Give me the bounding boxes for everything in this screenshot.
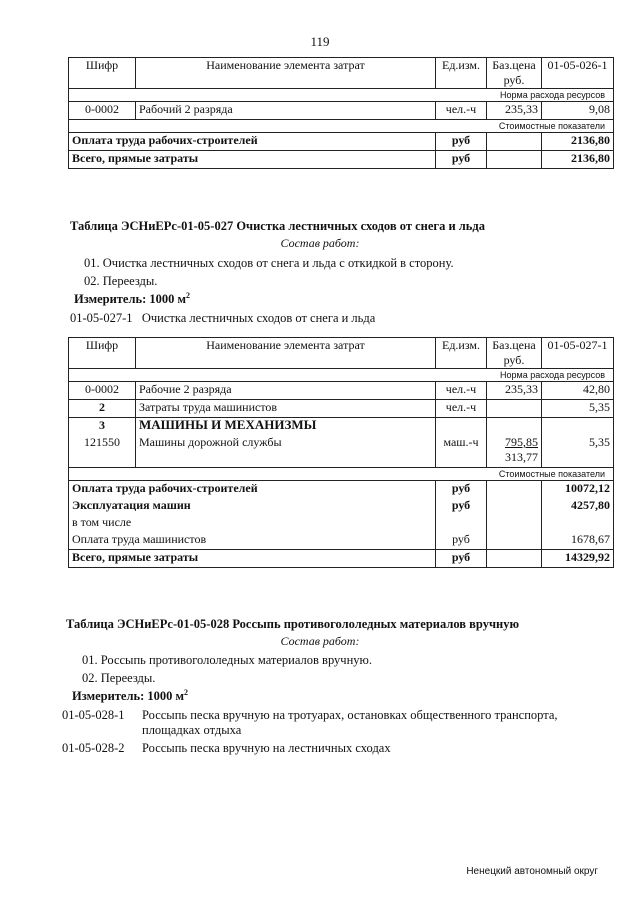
cost-unit: руб	[436, 532, 487, 550]
row-code: 3	[69, 418, 136, 436]
cost-row	[69, 481, 614, 499]
cost-row	[69, 151, 614, 169]
row-price: 235,33	[487, 102, 542, 120]
cost-value: 1678,67	[542, 532, 614, 550]
row-name: Рабочий 2 разряда	[136, 102, 436, 120]
col-header-name: Наименование элемента затрат	[136, 58, 436, 89]
row-unit: чел.-ч	[436, 400, 487, 418]
cost-unit: руб	[436, 550, 487, 568]
row-name: Машины дорожной службы	[136, 435, 436, 468]
work-item: 01. Россыпь противогололедных материалов вручную.	[82, 653, 372, 667]
row-unit: чел.-ч	[436, 102, 487, 120]
cost-row	[69, 498, 614, 515]
cost-value: 2136,80	[542, 133, 614, 151]
cost-name: в том числе	[69, 515, 436, 532]
row-price-secondary: 313,77	[505, 450, 538, 464]
cost-name: Всего, прямые затраты	[69, 151, 436, 169]
cost-row	[69, 133, 614, 151]
table-row	[69, 400, 614, 418]
row-group-name: МАШИНЫ И МЕХАНИЗМЫ	[136, 418, 436, 436]
col-header-code: Шифр	[69, 338, 136, 369]
norm-code: 01-05-027-1	[542, 338, 614, 369]
norm-desc-cont: площадках отдыха	[142, 723, 242, 737]
cost-row	[69, 515, 614, 532]
table-row	[69, 435, 614, 468]
norm-label: Норма расхода ресурсов	[69, 369, 614, 382]
norm-desc: Россыпь песка вручную на тротуарах, остановках общественного транспорта,	[142, 708, 558, 722]
work-item: 02. Переезды.	[84, 274, 158, 288]
cost-unit: руб	[436, 481, 487, 499]
cost-value: 2136,80	[542, 151, 614, 169]
row-price: 235,33	[487, 382, 542, 400]
cost-unit: руб	[436, 133, 487, 151]
row-value: 9,08	[542, 102, 614, 120]
col-header-code: Шифр	[69, 58, 136, 89]
row-price-cell	[487, 435, 542, 468]
norm-line: 01-05-027-1 Очистка лестничных сходов от снега и льда	[70, 311, 376, 325]
composition-heading: Состав работ:	[280, 634, 360, 648]
cost-value: 4257,80	[542, 498, 614, 515]
table-row	[69, 382, 614, 400]
norm-code-line: 01-05-028-1	[62, 708, 125, 722]
work-item: 01. Очистка лестничных сходов от снега и льда с откидкой в сторону.	[84, 256, 454, 270]
composition-heading: Состав работ:	[280, 236, 360, 250]
col-header-unit: Ед.изм.	[436, 338, 487, 369]
row-unit: маш.-ч	[436, 435, 487, 468]
table-row	[69, 418, 614, 436]
cost-name: Оплата труда машинистов	[69, 532, 436, 550]
row-name: Рабочие 2 разряда	[136, 382, 436, 400]
row-value: 5,35	[542, 400, 614, 418]
footer-region: Ненецкий автономный округ	[466, 866, 598, 877]
row-price: 795,85	[505, 435, 538, 449]
norm-label: Норма расхода ресурсов	[69, 89, 614, 102]
row-name: Затраты труда машинистов	[136, 400, 436, 418]
col-header-price: Баз.цена руб.	[487, 338, 542, 369]
work-item: 02. Переезды.	[82, 671, 156, 685]
page-number: 119	[310, 34, 330, 49]
row-price	[487, 400, 542, 418]
meter-label: Измеритель: 1000 м	[72, 689, 185, 704]
cost-name: Оплата труда рабочих-строителей	[69, 133, 436, 151]
cost-name: Всего, прямые затраты	[69, 550, 436, 568]
row-code: 0-0002	[69, 382, 136, 400]
meter-label: Измеритель: 1000 м	[74, 292, 187, 307]
cost-name: Эксплуатация машин	[69, 498, 436, 515]
section-title: Таблица ЭСНиЕРс-01-05-027 Очистка лестничных сходов от снега и льда	[70, 219, 485, 233]
meter-line	[74, 291, 190, 307]
cost-unit: руб	[436, 151, 487, 169]
meter-sup: 2	[184, 688, 189, 697]
row-value: 42,80	[542, 382, 614, 400]
col-header-unit: Ед.изм.	[436, 58, 487, 89]
cost-value: 10072,12	[542, 481, 614, 499]
cost-label: Стоимостные показатели	[69, 120, 614, 133]
col-header-name: Наименование элемента затрат	[136, 338, 436, 369]
meter-sup: 2	[186, 291, 191, 300]
row-value: 5,35	[542, 435, 614, 468]
cost-row	[69, 532, 614, 550]
cost-row	[69, 550, 614, 568]
meter-line	[72, 688, 188, 704]
norm-code: 01-05-026-1	[542, 58, 614, 89]
row-code: 2	[69, 400, 136, 418]
cost-label: Стоимостные показатели	[69, 468, 614, 481]
row-unit: чел.-ч	[436, 382, 487, 400]
cost-unit: руб	[436, 498, 487, 515]
resource-table-2	[68, 337, 614, 568]
row-code: 121550	[69, 435, 136, 468]
table-row	[69, 102, 614, 120]
row-code: 0-0002	[69, 102, 136, 120]
section-title: Таблица ЭСНиЕРс-01-05-028 Россыпь противогололедных материалов вручную	[66, 617, 520, 631]
col-header-price: Баз.цена руб.	[487, 58, 542, 89]
cost-name: Оплата труда рабочих-строителей	[69, 481, 436, 499]
norm-code-line: 01-05-028-2	[62, 741, 125, 755]
cost-value: 14329,92	[542, 550, 614, 568]
norm-desc: Россыпь песка вручную на лестничных сходах	[142, 741, 391, 755]
resource-table-1	[68, 57, 614, 169]
